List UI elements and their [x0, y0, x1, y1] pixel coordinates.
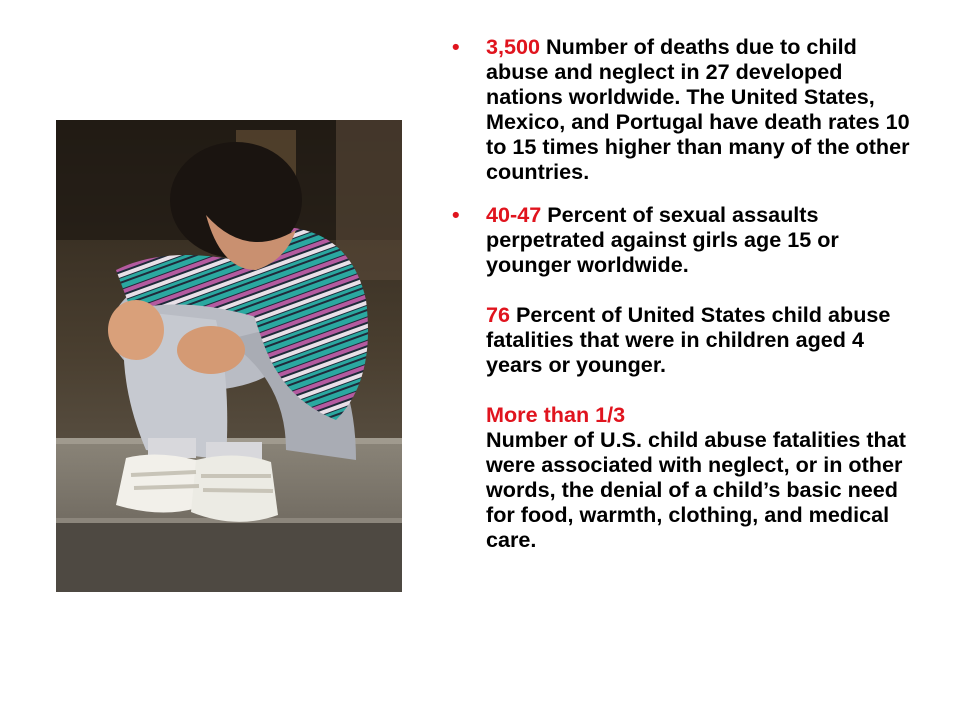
fact-statistic: 40-47 — [486, 202, 542, 227]
fact-paragraph — [486, 202, 922, 277]
bullet-marker: • — [452, 202, 460, 227]
fact-statistic: 3,500 — [486, 34, 541, 59]
fact-description: Percent of United States child abuse fatalities that were in children aged 4 years or younger. — [486, 302, 891, 377]
fact-bullet — [452, 202, 922, 552]
fact-paragraph — [486, 302, 922, 377]
fact-paragraph — [486, 34, 922, 184]
facts-list — [452, 34, 922, 552]
fact-statistic: More than 1/3 — [486, 402, 626, 427]
fact-statistic: 76 — [486, 302, 511, 327]
fact-description: Percent of sexual assaults perpetrated against girls age 15 or younger worldwide. — [486, 202, 839, 277]
child-photo-illustration — [56, 120, 402, 592]
fact-description: Number of U.S. child abuse fatalities that were associated with neglect, or in other words, the denial of a child’s basic need for food, warmth, clothing, and medical care. — [486, 427, 906, 552]
fact-bullet — [452, 34, 922, 184]
child-photo — [56, 120, 402, 592]
bullet-marker: • — [452, 34, 460, 59]
fact-paragraph — [486, 402, 922, 552]
fact-description: Number of deaths due to child abuse and neglect in 27 developed nations worldwide. The United States, Mexico, and Portugal have death rates 10 to 15 times higher than many of the other countries. — [486, 34, 910, 184]
